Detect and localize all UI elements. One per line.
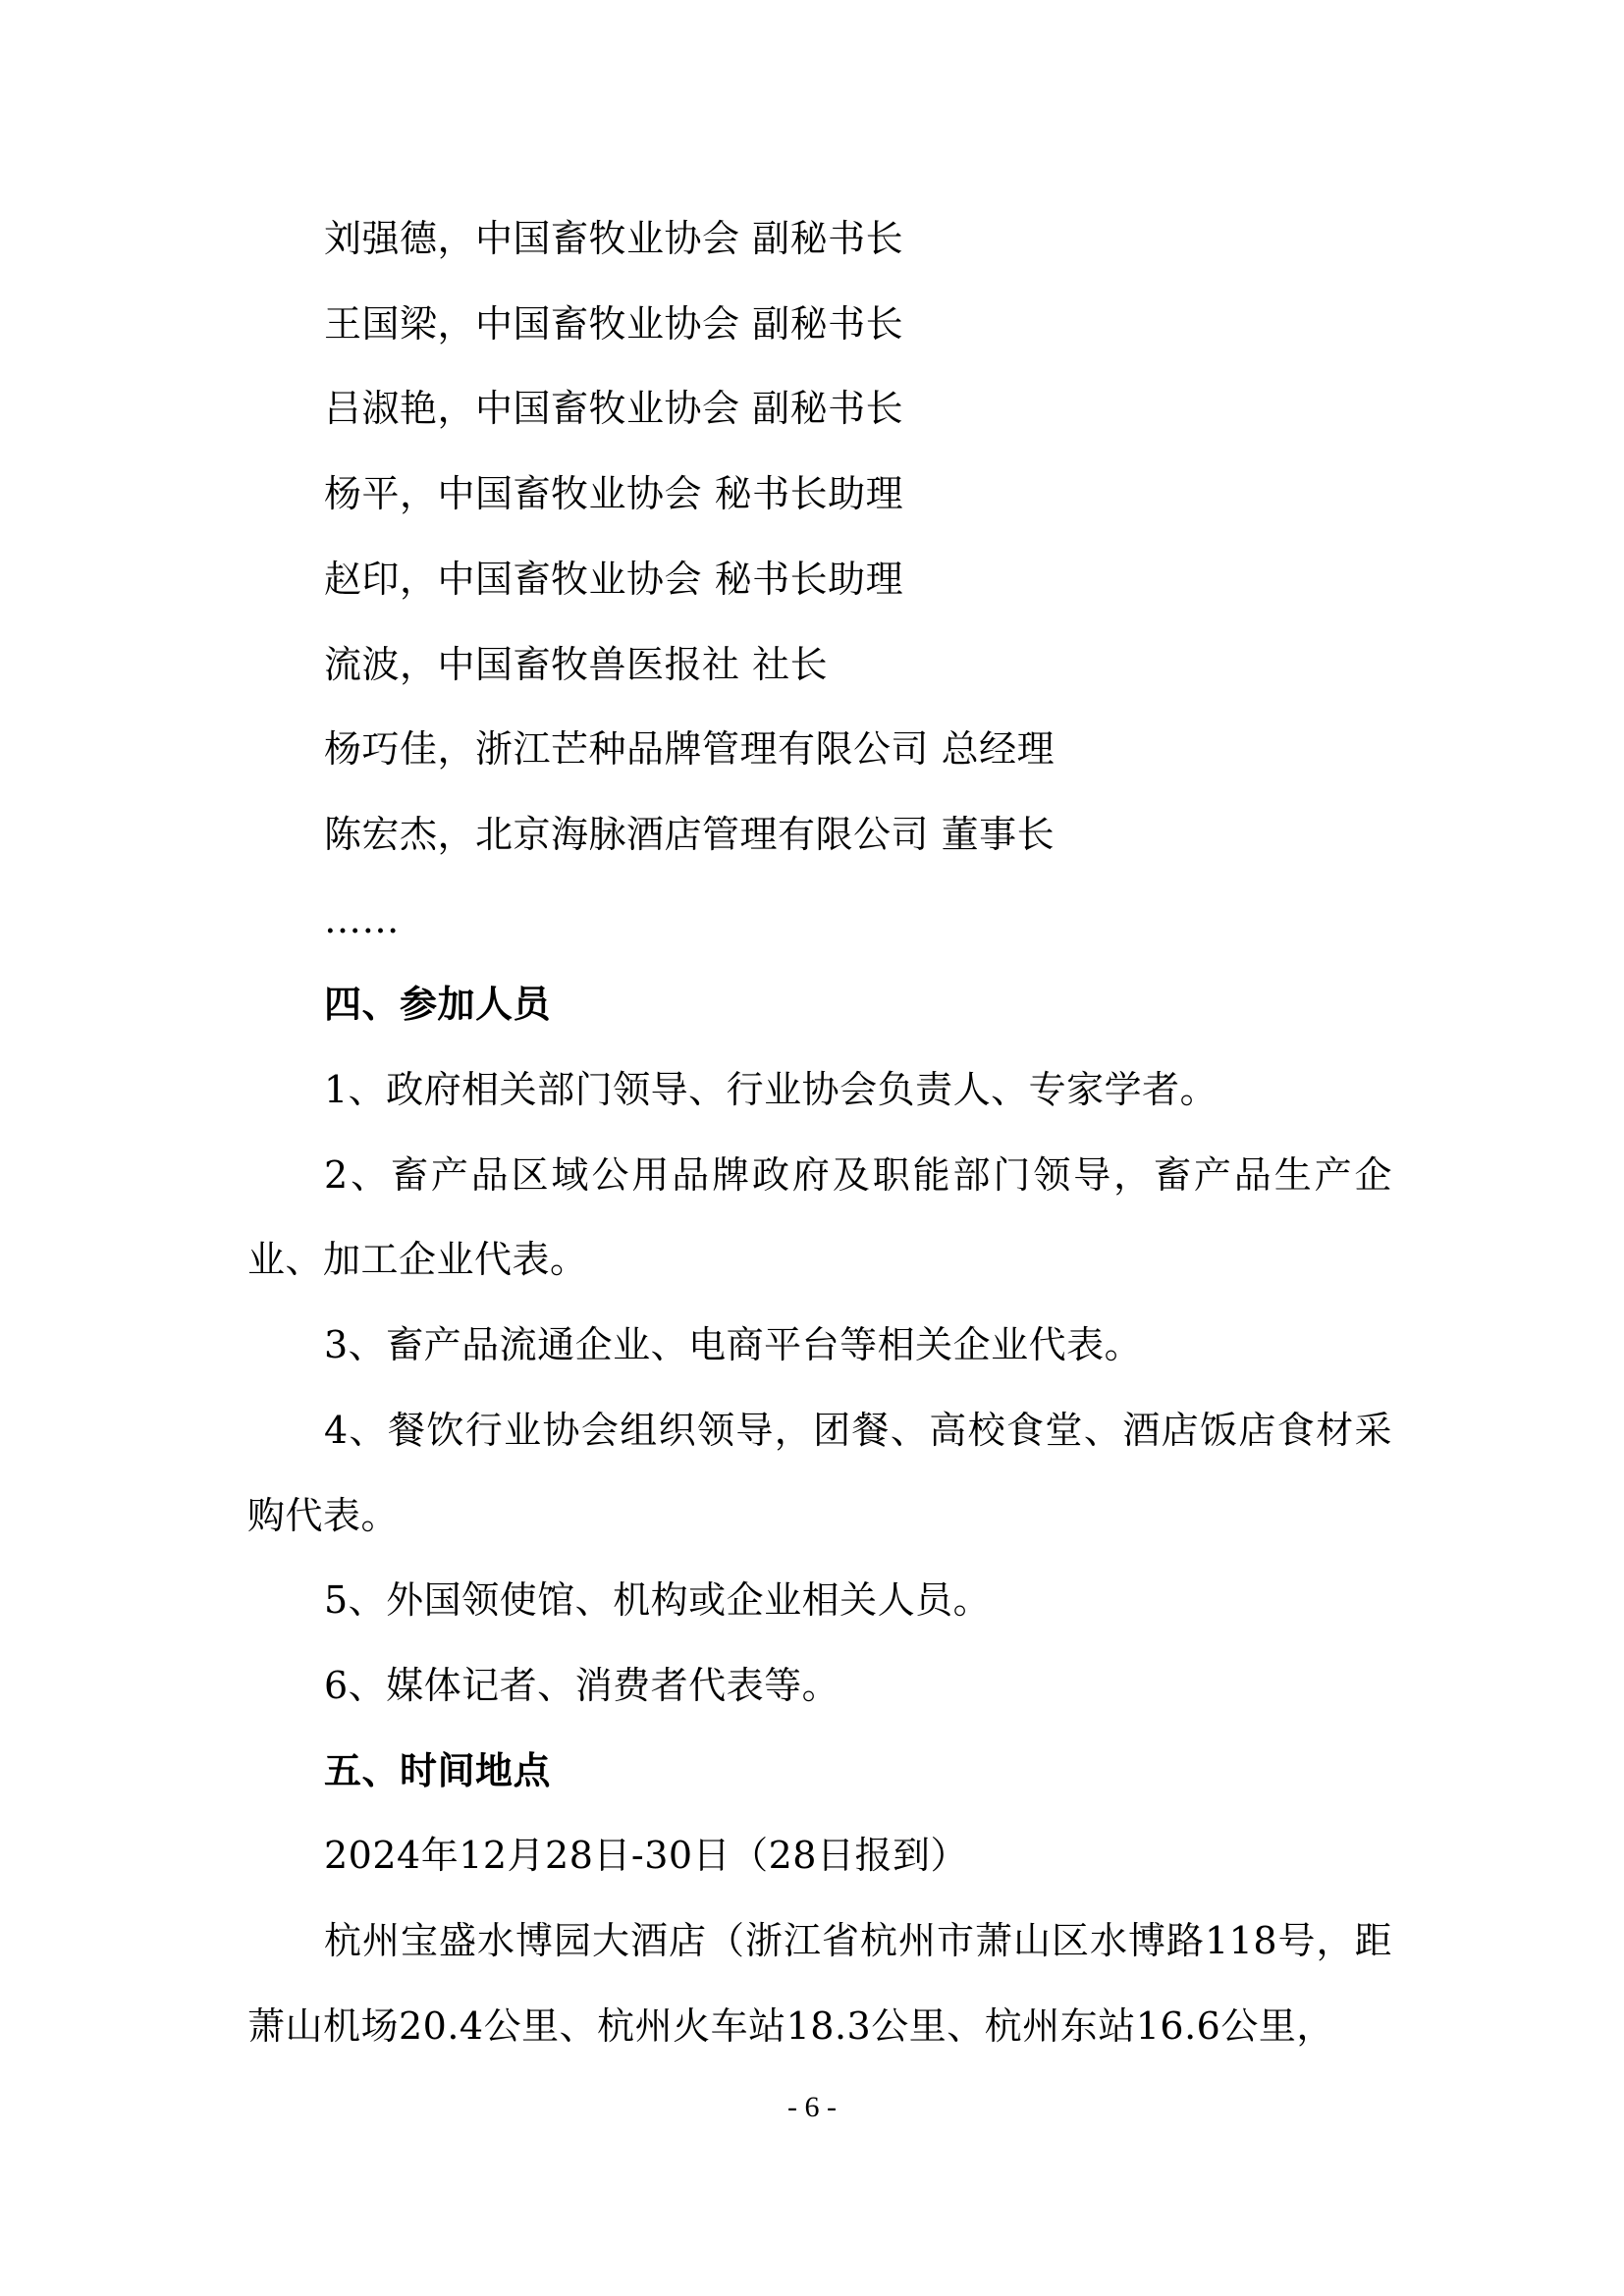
section-heading-time-location: 五、时间地点 bbox=[324, 1748, 552, 1792]
document-body bbox=[247, 196, 1392, 2068]
guest-line: 刘强德，中国畜牧业协会 副秘书长 bbox=[324, 217, 904, 260]
event-date: 2024年12月28日-30日（28日报到） bbox=[324, 1834, 968, 1878]
section-heading-participants: 四、参加人员 bbox=[324, 983, 552, 1027]
guest-line: 流波，中国畜牧兽医报社 社长 bbox=[324, 642, 829, 686]
participant-item: 4、餐饮行业协会组织领导，团餐、高校食堂、酒店饭店食材采购代表。 bbox=[247, 1408, 1392, 1537]
participant-item: 6、媒体记者、消费者代表等。 bbox=[324, 1663, 840, 1707]
guest-line: 赵印，中国畜牧业协会 秘书长助理 bbox=[324, 557, 904, 601]
participant-item: 1、政府相关部门领导、行业协会负责人、专家学者。 bbox=[324, 1068, 1218, 1112]
guest-line: 王国梁，中国畜牧业协会 副秘书长 bbox=[324, 301, 904, 346]
ellipsis: …… bbox=[324, 897, 400, 941]
participant-item: 3、畜产品流通企业、电商平台等相关企业代表。 bbox=[324, 1323, 1143, 1367]
guest-line: 吕淑艳，中国畜牧业协会 副秘书长 bbox=[324, 387, 904, 431]
guest-line: 杨平，中国畜牧业协会 秘书长助理 bbox=[324, 472, 904, 516]
guest-line: 杨巧佳，浙江芒种品牌管理有限公司 总经理 bbox=[324, 727, 1056, 772]
page-number: - 6 - bbox=[787, 2091, 837, 2123]
event-venue: 杭州宝盛水博园大酒店（浙江省杭州市萧山区水博路118号，距萧山机场20.4公里、杭州火车站18.3公里、杭州东站16.6公里， bbox=[247, 1919, 1392, 2048]
participant-item: 2、畜产品区域公用品牌政府及职能部门领导，畜产品生产企业、加工企业代表。 bbox=[247, 1152, 1392, 1282]
participant-item: 5、外国领使馆、机构或企业相关人员。 bbox=[324, 1578, 992, 1623]
guest-line: 陈宏杰，北京海脉酒店管理有限公司 董事长 bbox=[324, 812, 1056, 856]
